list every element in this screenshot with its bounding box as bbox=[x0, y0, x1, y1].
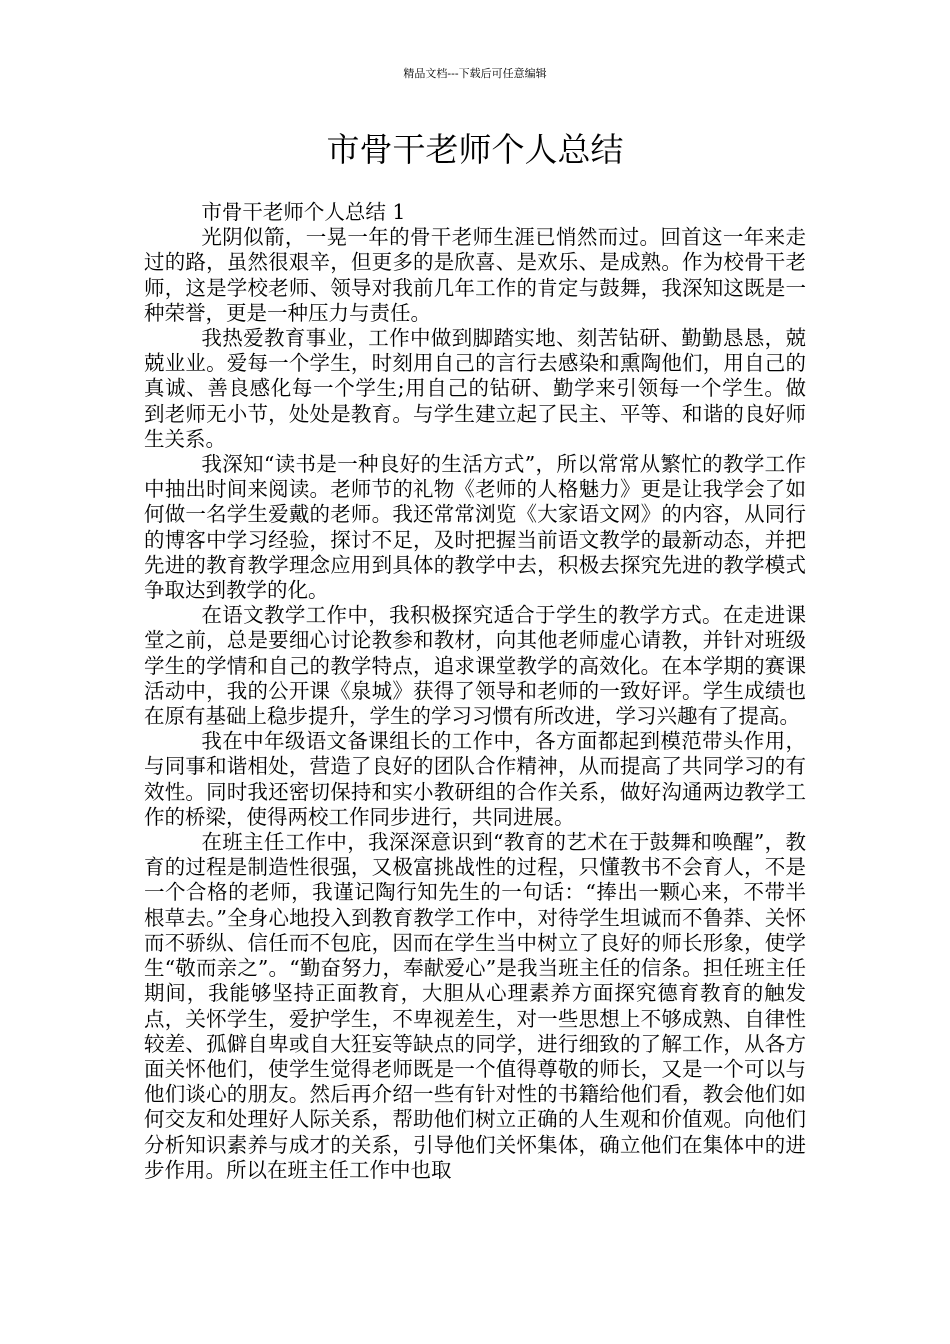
paragraph: 在班主任工作中，我深深意识到“教育的艺术在于鼓舞和唤醒”，教育的过程是制造性很强，又极富挑战性的过程，只懂教书不会育人，不是一个合格的老师，我谨记陶行知先生的一句话：“捧出一颗心来，不带半根草去。”全身心地投入到教育教学工作中，对待学生坦诚而不鲁莽、关怀而不骄纵、信任而不包庇，因而在学生当中树立了良好的师长形象，使学生“敬而亲之”。“勤奋努力，奉献爱心”是我当班主任的信条。担任班主任期间，我能够坚持正面教育，大胆从心理素养方面探究德育教育的触发点，关怀学生，爱护学生，不卑视差生，对一些思想上不够成熟、自律性较差、孤僻自卑或自大狂妄等缺点的同学，进行细致的了解工作，从各方面关怀他们，使学生觉得老师既是一个值得尊敬的师长，又是一个可以与他们谈心的朋友。然后再介绍一些有针对性的书籍给他们看，教会他们如何交友和处理好人际关系，帮助他们树立正确的人生观和价值观。向他们分析知识素养与成才的关系，引导他们关怀集体，确立他们在集体中的进步作用。所以在班主任工作中也取 bbox=[144, 830, 806, 1182]
paragraph: 在语文教学工作中，我积极探究适合于学生的教学方式。在走进课堂之前，总是要细心讨论教参和教材，向其他老师虚心请教，并针对班级学生的学情和自己的教学特点，追求课堂教学的高效化。在本学期的赛课活动中，我的公开课《泉城》获得了领导和老师的一致好评。学生成绩也在原有基础上稳步提升，学生的学习习惯有所改进，学习兴趣有了提高。 bbox=[144, 603, 806, 729]
paragraph: 我深知“读书是一种良好的生活方式”，所以常常从繁忙的教学工作中抽出时间来阅读。老师节的礼物《老师的人格魅力》更是让我学会了如何做一名学生爱戴的老师。我还常常浏览《大家语文网》的内容，从同行的博客中学习经验，探讨不足，及时把握当前语文教学的最新动态，并把先进的教育教学理念应用到具体的教学中去，积极去探究先进的教学模式争取达到教学的化。 bbox=[144, 452, 806, 603]
paragraph: 光阴似箭，一晃一年的骨干老师生涯已悄然而过。回首这一年来走过的路，虽然很艰辛，但更多的是欣喜、是欢乐、是成熟。作为校骨干老师，这是学校老师、领导对我前几年工作的肯定与鼓舞，我深知这既是一种荣誉，更是一种压力与责任。 bbox=[144, 225, 806, 325]
paragraph: 我在中年级语文备课组长的工作中，各方面都起到模范带头作用，与同事和谐相处，营造了良好的团队合作精神，从而提高了共同学习的有效性。同时我还密切保持和实小教研组的合作关系，做好沟通两边教学工作的桥梁，使得两校工作同步进行，共同进展。 bbox=[144, 729, 806, 829]
paragraph: 我热爱教育事业，工作中做到脚踏实地、刻苦钻研、勤勤恳恳，兢兢业业。爱每一个学生，时刻用自己的言行去感染和熏陶他们，用自己的真诚、善良感化每一个学生;用自己的钻研、勤学来引领每一个学生。做到老师无小节，处处是教育。与学生建立起了民主、平等、和谐的良好师生关系。 bbox=[144, 326, 806, 451]
section-subtitle: 市骨干老师个人总结 1 bbox=[201, 200, 406, 224]
document-body bbox=[144, 200, 806, 1183]
document-title: 市骨干老师个人总结 bbox=[326, 130, 624, 169]
header-note: 精品文档---下载后可任意编辑 bbox=[403, 67, 547, 80]
